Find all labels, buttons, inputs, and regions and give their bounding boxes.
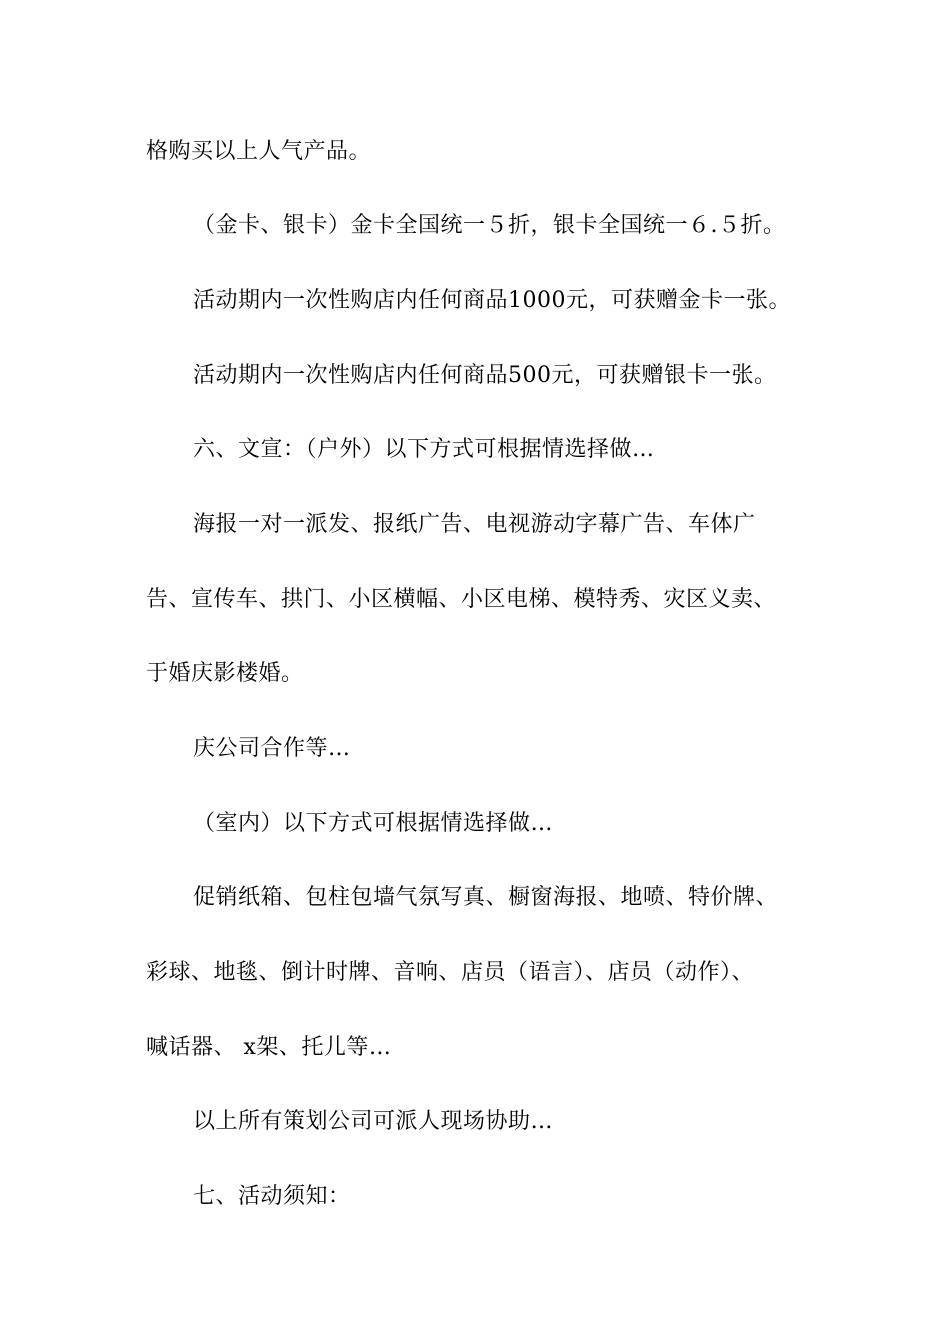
paragraph-line: 促销纸箱、包柱包墙气氛写真、橱窗海报、地喷、特价牌、 [193,885,779,910]
paragraph-line: 活动期内一次性购店内任何商品500元，可获赠银卡一张。 [193,363,777,388]
paragraph-line: （室内）以下方式可根据情选择做… [193,811,554,836]
paragraph-line: 喊话器、 x架、托儿等… [146,1035,392,1060]
paragraph-line: 海报一对一派发、报纸广告、电视游动字幕广告、车体广 [193,512,756,537]
paragraph-line: 于婚庆影楼婚。 [146,661,304,686]
paragraph-line: 彩球、地毯、倒计时牌、音响、店员（语言）、店员（动作）、 [146,960,755,985]
paragraph-line: 告、宣传车、拱门、小区横幅、小区电梯、模特秀、灾区义卖、 [146,587,777,612]
paragraph-line: 格购买以上人气产品。 [146,139,372,164]
paragraph-line: 活动期内一次性购店内任何商品1000元，可获赠金卡一张。 [193,288,791,313]
section-heading: 六、文宣：（户外）以下方式可根据情选择做… [193,437,655,462]
section-heading: 七、活动须知： [193,1184,351,1209]
paragraph-line: （金卡、银卡）金卡全国统一５折，银卡全国统一６.５折。 [193,213,786,238]
paragraph-line: 以上所有策划公司可派人现场协助… [193,1109,554,1134]
paragraph-line: 庆公司合作等… [193,736,351,761]
